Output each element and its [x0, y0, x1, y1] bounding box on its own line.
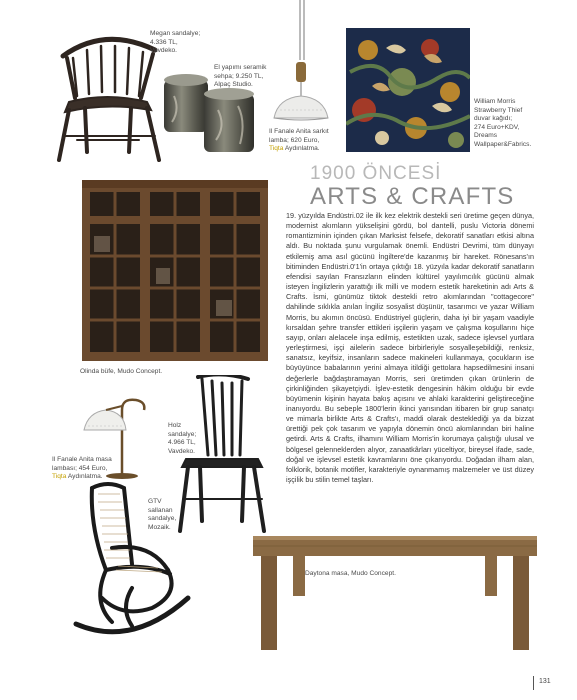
caption-line: Il Fanale Anita masa — [52, 456, 112, 463]
brand-highlight: Tiqta — [269, 145, 284, 153]
cabinet-caption — [80, 368, 162, 377]
caption-line: Olinda büfe, Mudo Concept. — [80, 368, 163, 375]
article-body — [286, 211, 534, 485]
caption-line: Daytona masa, Mudo Concept. — [305, 570, 396, 577]
strawberry-thief-wallpaper-image — [346, 28, 470, 152]
ceramic-stool-caption — [214, 64, 266, 90]
caption-line: Mozaik. — [148, 523, 171, 531]
caption-line: Dreams — [474, 132, 498, 140]
caption-line: sehpa; 9.250 TL, — [214, 72, 264, 80]
heading-kicker: 1900 ÖNCESİ — [310, 163, 442, 184]
megan-chair-image — [55, 28, 165, 168]
caption-line: 4.966 TL, — [168, 439, 196, 447]
caption-line: Holz — [168, 422, 182, 429]
caption-line: 4.336 TL, — [150, 38, 178, 46]
olinda-cabinet-image — [80, 178, 270, 363]
caption-line: 274 Euro+KDV, — [474, 123, 520, 131]
caption-line: duvar kağıdı; — [474, 115, 513, 123]
caption-line: Vavdeko. — [168, 447, 196, 455]
caption-line: sandalye, — [148, 515, 177, 523]
pendant-lamp-caption — [269, 128, 329, 154]
body-paragraph: 19. yüzyılda Endüstri.02 ile ilk kez elektrik destekli seri üretime geçen dünya, modernist akımların yükselişini gördü, bol dantelli, puslu Victoria dönemi romantizminin içinden çıkan Marksist felsefe, dekoratif sanatları etkisi altına aldı. Bu noktada şunu vurgulamak önemli. Endüstri Devrimi, tüm dünyayı etkilemiş ama asıl gücünü İngiltere'de kazanmış bir hareket. Rönesans'ın bitiminden Endüstri.0'1'in ortaya çıktığı 18. yüzyıla kadar dekoratif sanatların efendisi sayılan Fransızların elinden kültürel yayılımcılık gücünü almak isteyen İngilizlerin yarattığı ilk milli ve modern estetik hareketinin adı Arts & Crafts. İsmi, günümüz tiktok destekli retro akımlarından "cottagecore" dahilinde sıklıkla anılan İngiliz sosyalist düşünür, tasarımcı ve yazar William Morris, bu akımın öncüsü. Endüstriyel güçlerin, daha iyi bir yaşam vaadiyle kırsaldan şehre transfer ettikleri işçilerin yaşam ve çalışma koşullarını hiçe sayıp, onları alelacele inşa edilmiş, estetikten uzak, sadece işlevsel yurtlara yerleştirmesi, işçi ailelerin sadece birbirleriyle sosyalleşebildiği, renksiz, sanatsız, keyifsiz, insanların sadece makineleri kullanmaya, çocukların ise büyüyünce babalarının yerini almaya itildiği gettolara hapsedilmesini insani değerlerle bağdaştıramayan Morris, seri üretimden çıkan ürünlerin de çirkinliğinden şikayetçiydi. İşlev-estetik dengesinin hâkim olduğu bir evde büyümenin kişinin hayata bakış açısını ve ahlaki karakterini geliştireceğine inanıyordu. Bu sebeple 1800'lerin ikinci yarısından itibaren bir grup sanatçı ve mimarla birlikte Arts & Crafts'ı, maddi olarak desteklediği ya da bizzat ürettiği pek çok tasarım ve yapıyla dönemin öncü akımlarından biri haline getirdi. Arts & Crafts, ilhamını William Morris'in korumaya çalıştığı ulusal ve bölgesel gelenneklerden alıyor, zanaatkârları yüceltiyor, bireysel ifade, sade, doğal ve işlevsel estetik kavramlarını öne çıkarıyordu. Doğadan ilham alan, folklorik, botanik motifler, karakteriyle oynanmamış malzemeler ve üst düzey işçilik bu stilin temel taşları. — [286, 211, 534, 485]
heading-title: ARTS & CRAFTS — [310, 183, 515, 210]
caption-line: William Morris — [474, 98, 516, 105]
caption-line: GTV — [148, 498, 162, 505]
caption-line: Wallpaper&Fabrics. — [474, 140, 532, 148]
caption-line: Megan sandalye; — [150, 30, 201, 37]
holz-chair-caption — [168, 422, 196, 456]
caption-line — [269, 145, 329, 154]
caption-text: Aydınlatma. — [66, 473, 103, 481]
caption-line: Vavdeko. — [150, 47, 178, 55]
caption-line: Il Fanale Anita sarkıt — [269, 128, 329, 135]
caption-line: Alpaç Studio. — [214, 81, 253, 89]
caption-line: El yapımı seramik — [214, 64, 267, 71]
caption-line: sallanan — [148, 506, 173, 514]
caption-line: sandalye; — [168, 430, 197, 438]
caption-line: lambası; 454 Euro, — [52, 464, 108, 472]
caption-line: Strawberry Thief — [474, 106, 523, 114]
rocking-chair-caption — [148, 498, 176, 532]
page-number-divider — [533, 676, 534, 690]
daytona-table-image — [253, 532, 537, 652]
page-number: 131 — [539, 678, 551, 685]
brand-highlight: Tiqta — [52, 473, 67, 481]
table-lamp-caption — [52, 456, 112, 482]
megan-chair-caption — [150, 30, 200, 56]
caption-line: lamba; 620 Euro, — [269, 136, 320, 144]
caption-line — [52, 473, 112, 482]
caption-text: Aydınlatma. — [283, 145, 320, 153]
pendant-lamp-image — [264, 0, 334, 125]
table-caption — [305, 570, 396, 579]
article-heading — [310, 164, 540, 210]
wallpaper-caption — [474, 98, 531, 150]
